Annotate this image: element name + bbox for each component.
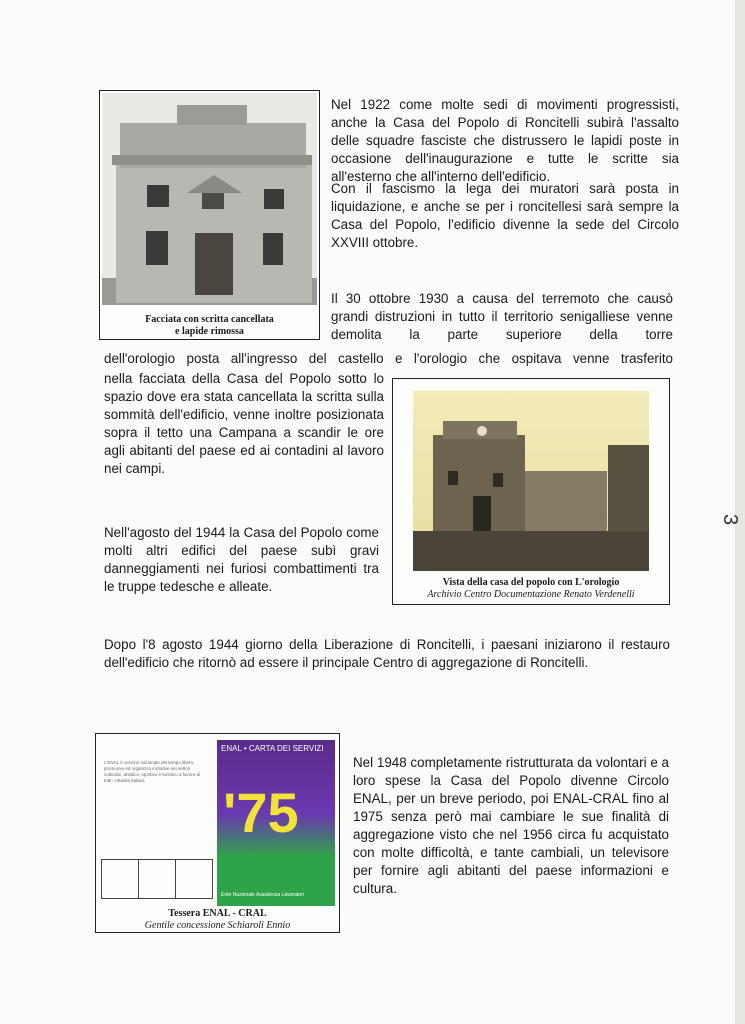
figure-card-caption (96, 908, 339, 932)
paragraph-liberazione: Dopo l'8 agosto 1944 giorno della Liberazione di Roncitelli, i paesani iniziarono il restauro dell'edificio che ritornò ad essere il principale Centro di aggregazione di Roncitelli. (104, 637, 670, 670)
paragraph-terremoto: Il 30 ottobre 1930 a causa del terremoto che causò grandi distruzioni in tutto il territorio senigalliese venne demolita la parte superiore della torre (331, 291, 673, 342)
figure-facade-caption (100, 314, 319, 338)
card-year: '75 (223, 781, 299, 844)
figure-clock-frame (392, 378, 670, 605)
paragraph-1922: Nel 1922 come molte sedi di movimenti progressisti, anche la Casa del Popolo di Roncitelli subirà l'assalto delle squadre fasciste che distrussero le lapidi poste in occasione dell'inaugurazione e tutte le scritte sia all'esterno che all'interno dell'edificio. (331, 97, 679, 184)
caption-title: Vista della casa del popolo con L'orologio (442, 577, 620, 588)
card-boxes (101, 859, 213, 899)
facade-photo (102, 93, 317, 305)
paragraph-orologio-line: dell'orologio posta all'ingresso del castello e l'orologio che ospitava venne trasferito (104, 351, 673, 366)
page-number: 3 (719, 513, 742, 526)
scan-edge (735, 0, 745, 1024)
card-header: ENAL • CARTA DEI SERVIZI (221, 744, 324, 753)
caption-credit: Gentile concessione Schiaroli Ennio (144, 920, 291, 931)
clock-photo (413, 391, 649, 571)
paragraph-1948: Nel 1948 completamente ristrutturata da volontari e a loro spese la Casa del Popolo divenne Circolo ENAL, per un breve periodo, poi ENAL-CRAL fino al 1975 senza però mai cambiare le sue finalità di aggregazione visto che nel 1956 circa fu acquistato con molte difficoltà, e tante cambiali, un televisore per fornire agli abitanti del paese informazioni e cultura. (353, 755, 669, 896)
caption-credit: Archivio Centro Documentazione Renato Verdenelli (427, 589, 635, 600)
caption-title: Tessera ENAL - CRAL (168, 908, 267, 919)
paragraph-agosto-1944: Nell'agosto del 1944 la Casa del Popolo come molti altri edifici del paese subì gravi danneggiamenti nei furiosi combattimenti tra le truppe tedesche e alleate. (104, 525, 379, 594)
figure-facade-frame (99, 90, 320, 340)
paragraph-campana: nella facciata della Casa del Popolo sotto lo spazio dove era stata cancellata la scritta sulla sommità dell'edificio, venne inoltre posizionata sopra il tetto una Campana a scandir le ore agli abitanti del paese ed ai contadini al lavoro nei campi. (104, 371, 384, 476)
card-fine-print: L'ENAL è servizio nazionale del tempo libero, promuove ed organizza iniziative nei settori culturale, artistico, sportivo e turistico a favore di tutti i cittadini italiani. (104, 760, 201, 783)
paragraph-fascismo: Con il fascismo la lega dei muratori sarà posta in liquidazione, e anche se per i roncitellesi sarà sempre la Casa del Popolo, l'edificio divenne la sede del Circolo XXVIII ottobre. (331, 181, 679, 250)
enal-card (217, 740, 335, 906)
figure-card-frame (95, 733, 340, 933)
caption-line-1: Facciata con scritta cancellata (145, 314, 274, 325)
figure-clock-caption (393, 577, 669, 601)
caption-line-2: e lapide rimossa (175, 326, 244, 337)
card-footer: Ente Nazionale Assistenza Lavoratori (221, 892, 304, 898)
